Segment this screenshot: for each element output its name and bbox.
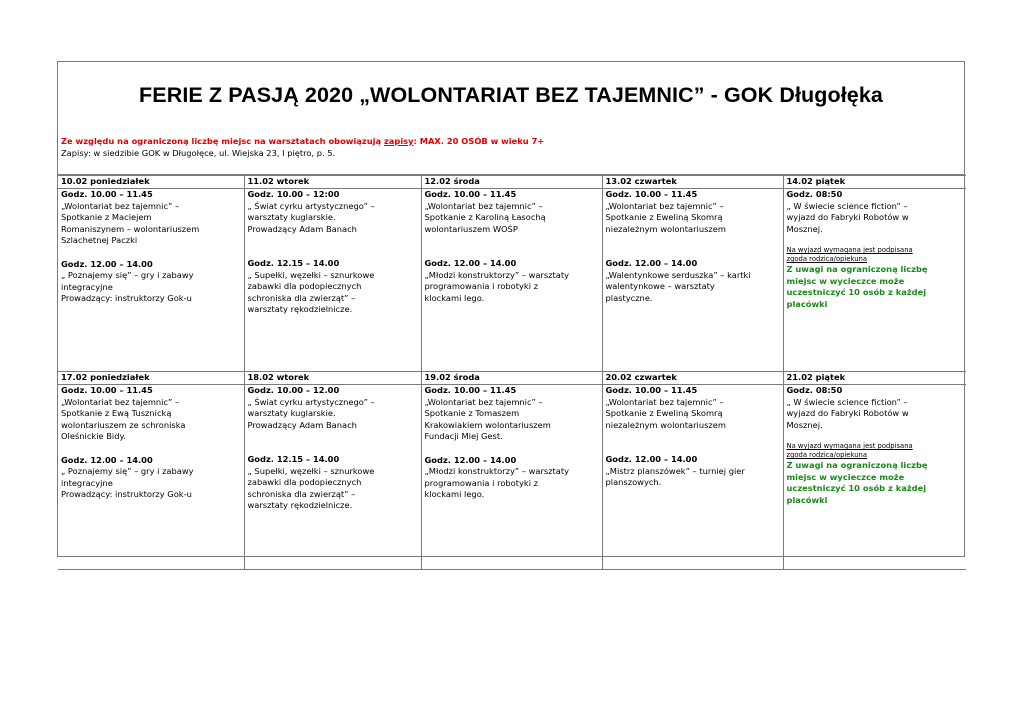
- day-header: 18.02 wtorek: [244, 372, 421, 385]
- event-line: „ W świecie science fiction” –: [786, 396, 908, 407]
- event-line: wolontariuszem WOŚP: [424, 223, 518, 234]
- time-slot: Godz. 10.00 – 11.45: [61, 189, 153, 199]
- event-line: Spotkanie z Eweliną Skomrą: [605, 408, 723, 418]
- event-line: Fundacji Miej Gest.: [424, 431, 503, 441]
- time-slot: Godz. 12.15 – 14.00: [247, 454, 340, 464]
- page-title: FERIE Z PASJĄ 2020 „WOLONTARIAT BEZ TAJEMNIC” - GOK Długołęka: [139, 83, 883, 107]
- capacity-warning: [787, 460, 964, 506]
- signup-info: Zapisy: w siedzibie GOK w Długołęce, ul. Wiejska 23, I piętro, p. 5.: [61, 148, 336, 158]
- day-cell: [244, 189, 421, 372]
- event-line: zabawki dla podopiecznych: [247, 477, 362, 487]
- week2-content-row: [58, 385, 966, 570]
- warning-line: placówki: [786, 494, 828, 505]
- day-header: 19.02 środa: [421, 372, 602, 385]
- day-cell: [783, 189, 966, 372]
- event-line: Krakowiakiem wolontariuszem: [424, 419, 551, 430]
- event-line: „ W świecie science fiction” –: [786, 200, 908, 211]
- time-slot: Godz. 12.00 – 14.00: [424, 454, 517, 465]
- event-line: „Mistrz planszówek” – turniej gier: [605, 465, 745, 476]
- event-line: Prowadzący: instruktorzy Gok-u: [61, 489, 192, 499]
- event-line: Prowadzący Adam Banach: [247, 419, 357, 430]
- consent-note: [787, 246, 964, 264]
- event-line: Spotkanie z Eweliną Skomrą: [605, 212, 723, 222]
- event-line: „ Poznajemy się” – gry i zabawy: [61, 466, 194, 476]
- notice-text-1: Ze względu na ograniczoną liczbę miejsc na warsztatach obowiązują: [61, 136, 384, 146]
- notice-underlined: zapisy: [383, 136, 414, 146]
- day-header: 12.02 środa: [421, 176, 602, 189]
- event-line: „ Supełki, węzełki – sznurkowe: [247, 465, 375, 476]
- time-slot: Godz. 12.15 – 14.00: [247, 258, 340, 268]
- event-line: Oleśnickie Bidy.: [61, 431, 126, 441]
- event-line: warsztaty rękodzielnicze.: [247, 304, 353, 314]
- warning-line: placówki: [786, 298, 828, 309]
- event-line: Spotkanie z Ewą Tusznicką: [61, 408, 172, 418]
- time-slot: Godz. 10.00 – 11.45: [61, 385, 153, 395]
- event-line: „Wolontariat bez tajemnic” –: [605, 200, 724, 211]
- event-line: klockami lego.: [424, 292, 485, 303]
- event-line: klockami lego.: [424, 489, 485, 499]
- event-line: programowania i robotyki z: [424, 477, 539, 488]
- event-line: wyjazd do Fabryki Robotów w: [786, 212, 909, 222]
- event-line: integracyjne: [61, 477, 113, 488]
- event-line: „Młodzi konstruktorzy” – warsztaty: [424, 466, 570, 476]
- day-header: 14.02 piątek: [783, 176, 966, 189]
- event-line: Prowadzący: instruktorzy Gok-u: [61, 293, 192, 303]
- event-line: „Wolontariat bez tajemnic” –: [424, 200, 543, 211]
- consent-note-line: Na wyjazd wymagana jest podpisana: [786, 442, 913, 450]
- event-line: warsztaty kuglarskie.: [247, 408, 336, 418]
- event-line: Mosznej.: [786, 419, 823, 430]
- event-line: „Wolontariat bez tajemnic” –: [424, 396, 543, 407]
- warning-line: miejsc w wycieczce może: [786, 471, 905, 482]
- event-line: plastyczne.: [605, 292, 653, 303]
- event-line: integracyjne: [61, 281, 113, 292]
- event-line: Prowadzący Adam Banach: [247, 223, 357, 234]
- notice-text-2: : MAX. 20 OSÓB w wieku 7+: [413, 136, 545, 146]
- time-slot: Godz. 10.00 – 12.00: [247, 385, 340, 395]
- event-line: niezależnym wolontariuszem: [605, 223, 726, 234]
- warning-line: Z uwagi na ograniczoną liczbę: [786, 460, 928, 470]
- event-line: wolontariuszem ze schroniska: [61, 419, 186, 430]
- event-line: Szlachetnej Paczki: [61, 235, 138, 245]
- event-line: schroniska dla zwierząt” –: [247, 292, 356, 303]
- event-line: walentynkowe – warsztaty: [605, 281, 715, 291]
- event-line: warsztaty kuglarskie.: [247, 212, 336, 222]
- day-cell: [421, 385, 602, 570]
- consent-note-line: zgoda rodzica/opiekuna: [786, 451, 867, 459]
- event-line: niezależnym wolontariuszem: [605, 419, 726, 430]
- event-line: „Wolontariat bez tajemnic” –: [605, 396, 724, 407]
- event-line: „Wolontariat bez tajemnic” –: [61, 200, 180, 211]
- event-line: Spotkanie z Maciejem: [61, 212, 152, 222]
- capacity-warning: [787, 264, 964, 310]
- time-slot: Godz. 12.00 – 14.00: [61, 454, 153, 465]
- day-header: 11.02 wtorek: [244, 176, 421, 189]
- event-line: „ Świat cyrku artystycznego” –: [247, 200, 375, 211]
- time-slot: Godz. 10.00 – 11.45: [424, 189, 517, 199]
- event-line: warsztaty rękodzielnicze.: [247, 500, 353, 510]
- time-slot: Godz. 10.00 – 12:00: [247, 189, 340, 199]
- day-cell: [602, 189, 783, 372]
- event-line: Spotkanie z Karoliną Łasochą: [424, 212, 546, 222]
- time-slot: Godz. 08:50: [786, 385, 843, 395]
- schedule-header: [58, 62, 964, 175]
- consent-note: [787, 442, 964, 460]
- time-slot: Godz. 10.00 – 11.45: [424, 385, 517, 395]
- event-line: Mosznej.: [786, 223, 823, 234]
- event-line: „ Poznajemy się” – gry i zabawy: [61, 270, 194, 280]
- day-header: 20.02 czwartek: [602, 372, 783, 385]
- week2-day-row: [58, 372, 966, 385]
- event-line: programowania i robotyki z: [424, 281, 539, 291]
- event-line: schroniska dla zwierząt” –: [247, 488, 356, 499]
- time-slot: Godz. 12.00 – 14.00: [605, 258, 698, 268]
- day-cell: [602, 385, 783, 570]
- day-cell: [421, 189, 602, 372]
- time-slot: Godz. 12.00 – 14.00: [61, 258, 153, 269]
- consent-note-line: Na wyjazd wymagana jest podpisana: [786, 246, 913, 254]
- day-header: 10.02 poniedziałek: [58, 176, 244, 189]
- day-header: 13.02 czwartek: [602, 176, 783, 189]
- event-line: „Wolontariat bez tajemnic” –: [61, 396, 180, 407]
- day-header: 21.02 piątek: [783, 372, 966, 385]
- event-line: planszowych.: [605, 477, 662, 487]
- event-line: „ Świat cyrku artystycznego” –: [247, 396, 375, 407]
- day-header: 17.02 poniedziałek: [58, 372, 244, 385]
- event-line: Spotkanie z Tomaszem: [424, 408, 520, 418]
- schedule-sheet: [57, 61, 965, 557]
- event-line: „Walentynkowe serduszka” – kartki: [605, 269, 751, 280]
- event-line: Romaniszynem – wolontariuszem: [61, 223, 200, 234]
- day-cell: [58, 385, 244, 570]
- time-slot: Godz. 12.00 – 14.00: [605, 454, 698, 464]
- week1-content-row: [58, 189, 966, 372]
- time-slot: Godz. 08:50: [786, 189, 843, 199]
- schedule-table: [58, 175, 966, 570]
- warning-line: uczestniczyć 10 osób z każdej: [786, 287, 927, 297]
- day-cell: [244, 385, 421, 570]
- day-cell: [783, 385, 966, 570]
- event-line: zabawki dla podopiecznych: [247, 281, 362, 291]
- consent-note-line: zgoda rodzica/opiekuna: [786, 255, 867, 263]
- time-slot: Godz. 10.00 – 11.45: [605, 385, 698, 395]
- warning-line: Z uwagi na ograniczoną liczbę: [786, 264, 928, 274]
- limit-notice: [61, 136, 544, 146]
- day-cell: [58, 189, 244, 372]
- warning-line: miejsc w wycieczce może: [786, 275, 905, 286]
- week1-day-row: [58, 176, 966, 189]
- event-line: wyjazd do Fabryki Robotów w: [786, 408, 909, 418]
- event-line: „ Supełki, węzełki – sznurkowe: [247, 269, 375, 280]
- time-slot: Godz. 12.00 – 14.00: [424, 258, 517, 268]
- warning-line: uczestniczyć 10 osób z każdej: [786, 483, 927, 493]
- time-slot: Godz. 10.00 – 11.45: [605, 189, 698, 199]
- event-line: „Młodzi konstruktorzy” – warsztaty: [424, 269, 570, 280]
